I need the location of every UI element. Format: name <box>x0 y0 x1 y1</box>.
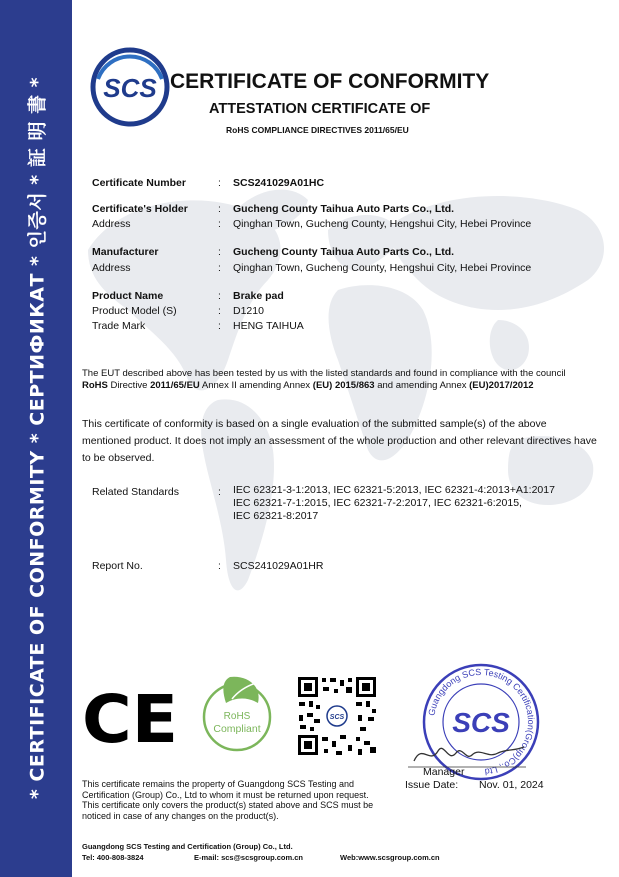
manufacturer-address-label: Address <box>92 262 131 274</box>
eut-bold: (EU)2017/2012 <box>469 379 534 391</box>
eut-text: and amending Annex <box>374 379 470 391</box>
eut-text: The EUT described above has been tested by us with the listed standards and found in compliance with the council <box>82 368 566 379</box>
manufacturer-label: Manufacturer <box>92 246 159 258</box>
side-banner <box>0 0 72 877</box>
footer-website: Web:www.scsgroup.com.cn <box>340 853 440 862</box>
trade-mark-value: HENG TAIHUA <box>233 320 304 332</box>
colon: : <box>218 290 221 302</box>
colon: : <box>218 262 221 274</box>
manager-label: Manager <box>423 766 465 778</box>
seal-ring-path-text: Guangdong SCS Testing Certification(Group)Co., Ltd <box>426 666 537 777</box>
qr-logo-text: SCS <box>329 714 345 721</box>
colon: : <box>218 560 221 572</box>
standards-line: IEC 62321-8:2017 <box>233 510 319 522</box>
product-model-value: D1210 <box>233 305 264 317</box>
product-name-label: Product Name <box>92 290 164 302</box>
eut-text: Annex II amending Annex <box>199 379 313 391</box>
manufacturer-address-value: Qinghan Town, Gucheng County, Hengshui City, Hebei Province <box>233 262 532 274</box>
colon: : <box>218 320 221 332</box>
directive-line: RoHS COMPLIANCE DIRECTIVES 2011/65/EU <box>226 125 409 135</box>
footer-email: E-mail: scs@scsgroup.com.cn <box>194 853 304 862</box>
colon: : <box>218 486 221 498</box>
eut-bold: 2011/65/EU <box>150 379 200 391</box>
conformity-statement: This certificate of conformity is based on a single evaluation of the submitted sample(s) of the above mentioned product. It does not imply an assessment of the whole production and other relevant directives have to be observed. <box>82 418 597 464</box>
colon: : <box>218 246 221 258</box>
ce-mark-text: CE <box>82 686 178 748</box>
ce-mark-icon <box>82 686 178 748</box>
world-map-watermark <box>78 160 619 630</box>
footer-organization: Guangdong SCS Testing and Certification (Group) Co., Ltd. <box>82 842 293 851</box>
product-model-label: Product Model (S) <box>92 305 177 317</box>
report-value: SCS241029A01HR <box>233 560 324 572</box>
holder-address-label: Address <box>92 218 131 230</box>
side-banner-text: * CERTIFICATE OF CONFORMITY * СЕРТИФИКАТ * 인증서 * 証 明 書 * <box>26 76 49 800</box>
compliant-text: Compliant <box>213 723 261 735</box>
standards-list <box>233 484 593 523</box>
report-label: Report No. <box>92 560 143 572</box>
issue-date-label: Issue Date: <box>405 779 459 791</box>
eut-text: Directive <box>107 379 151 391</box>
product-name-value: Brake pad <box>233 290 284 302</box>
qr-code-icon <box>296 675 378 757</box>
eut-statement <box>82 368 582 391</box>
standards-label: Related Standards <box>92 486 179 498</box>
trade-mark-label: Trade Mark <box>92 320 146 332</box>
standards-line: IEC 62321-3-1:2013, IEC 62321-5:2013, IEC 62321-4:2013+A1:2017 <box>233 484 555 496</box>
certificate-title: CERTIFICATE OF CONFORMITY <box>170 70 490 93</box>
issue-date-value: Nov. 01, 2024 <box>479 779 544 791</box>
colon: : <box>218 305 221 317</box>
footer-telephone: Tel: 400-808-3824 <box>82 853 144 862</box>
cert-number-value: SCS241029A01HC <box>233 177 325 189</box>
footer-notice: This certificate remains the property of Guangdong SCS Testing and Certification (Group) Co., Ltd to whom it must be returned upon request. This certificate only covers the product(s) stated above and SCS must be noticed in case of any changes on the product(s). <box>82 779 374 821</box>
rohs-compliant-icon <box>196 673 278 755</box>
standards-line: IEC 62321-7-1:2015, IEC 62321-7-2:2017, IEC 62321-6:2015, <box>233 497 522 509</box>
holder-address-value: Qinghan Town, Gucheng County, Hengshui City, Hebei Province <box>233 218 532 230</box>
logo-text: SCS <box>103 73 157 103</box>
colon: : <box>218 203 221 215</box>
colon: : <box>218 218 221 230</box>
manufacturer-value: Gucheng County Taihua Auto Parts Co., Ltd. <box>233 246 455 258</box>
colon: : <box>218 177 221 189</box>
eut-bold: RoHS <box>82 379 108 391</box>
scs-logo <box>90 47 170 127</box>
rohs-text: RoHS <box>223 711 251 722</box>
holder-value: Gucheng County Taihua Auto Parts Co., Ltd. <box>233 203 455 215</box>
holder-label: Certificate's Holder <box>92 203 188 215</box>
eut-bold: (EU) 2015/863 <box>312 379 375 391</box>
certificate-subtitle: ATTESTATION CERTIFICATE OF <box>209 101 431 117</box>
seal-center-text: SCS <box>452 707 510 738</box>
cert-number-label: Certificate Number <box>92 177 186 189</box>
